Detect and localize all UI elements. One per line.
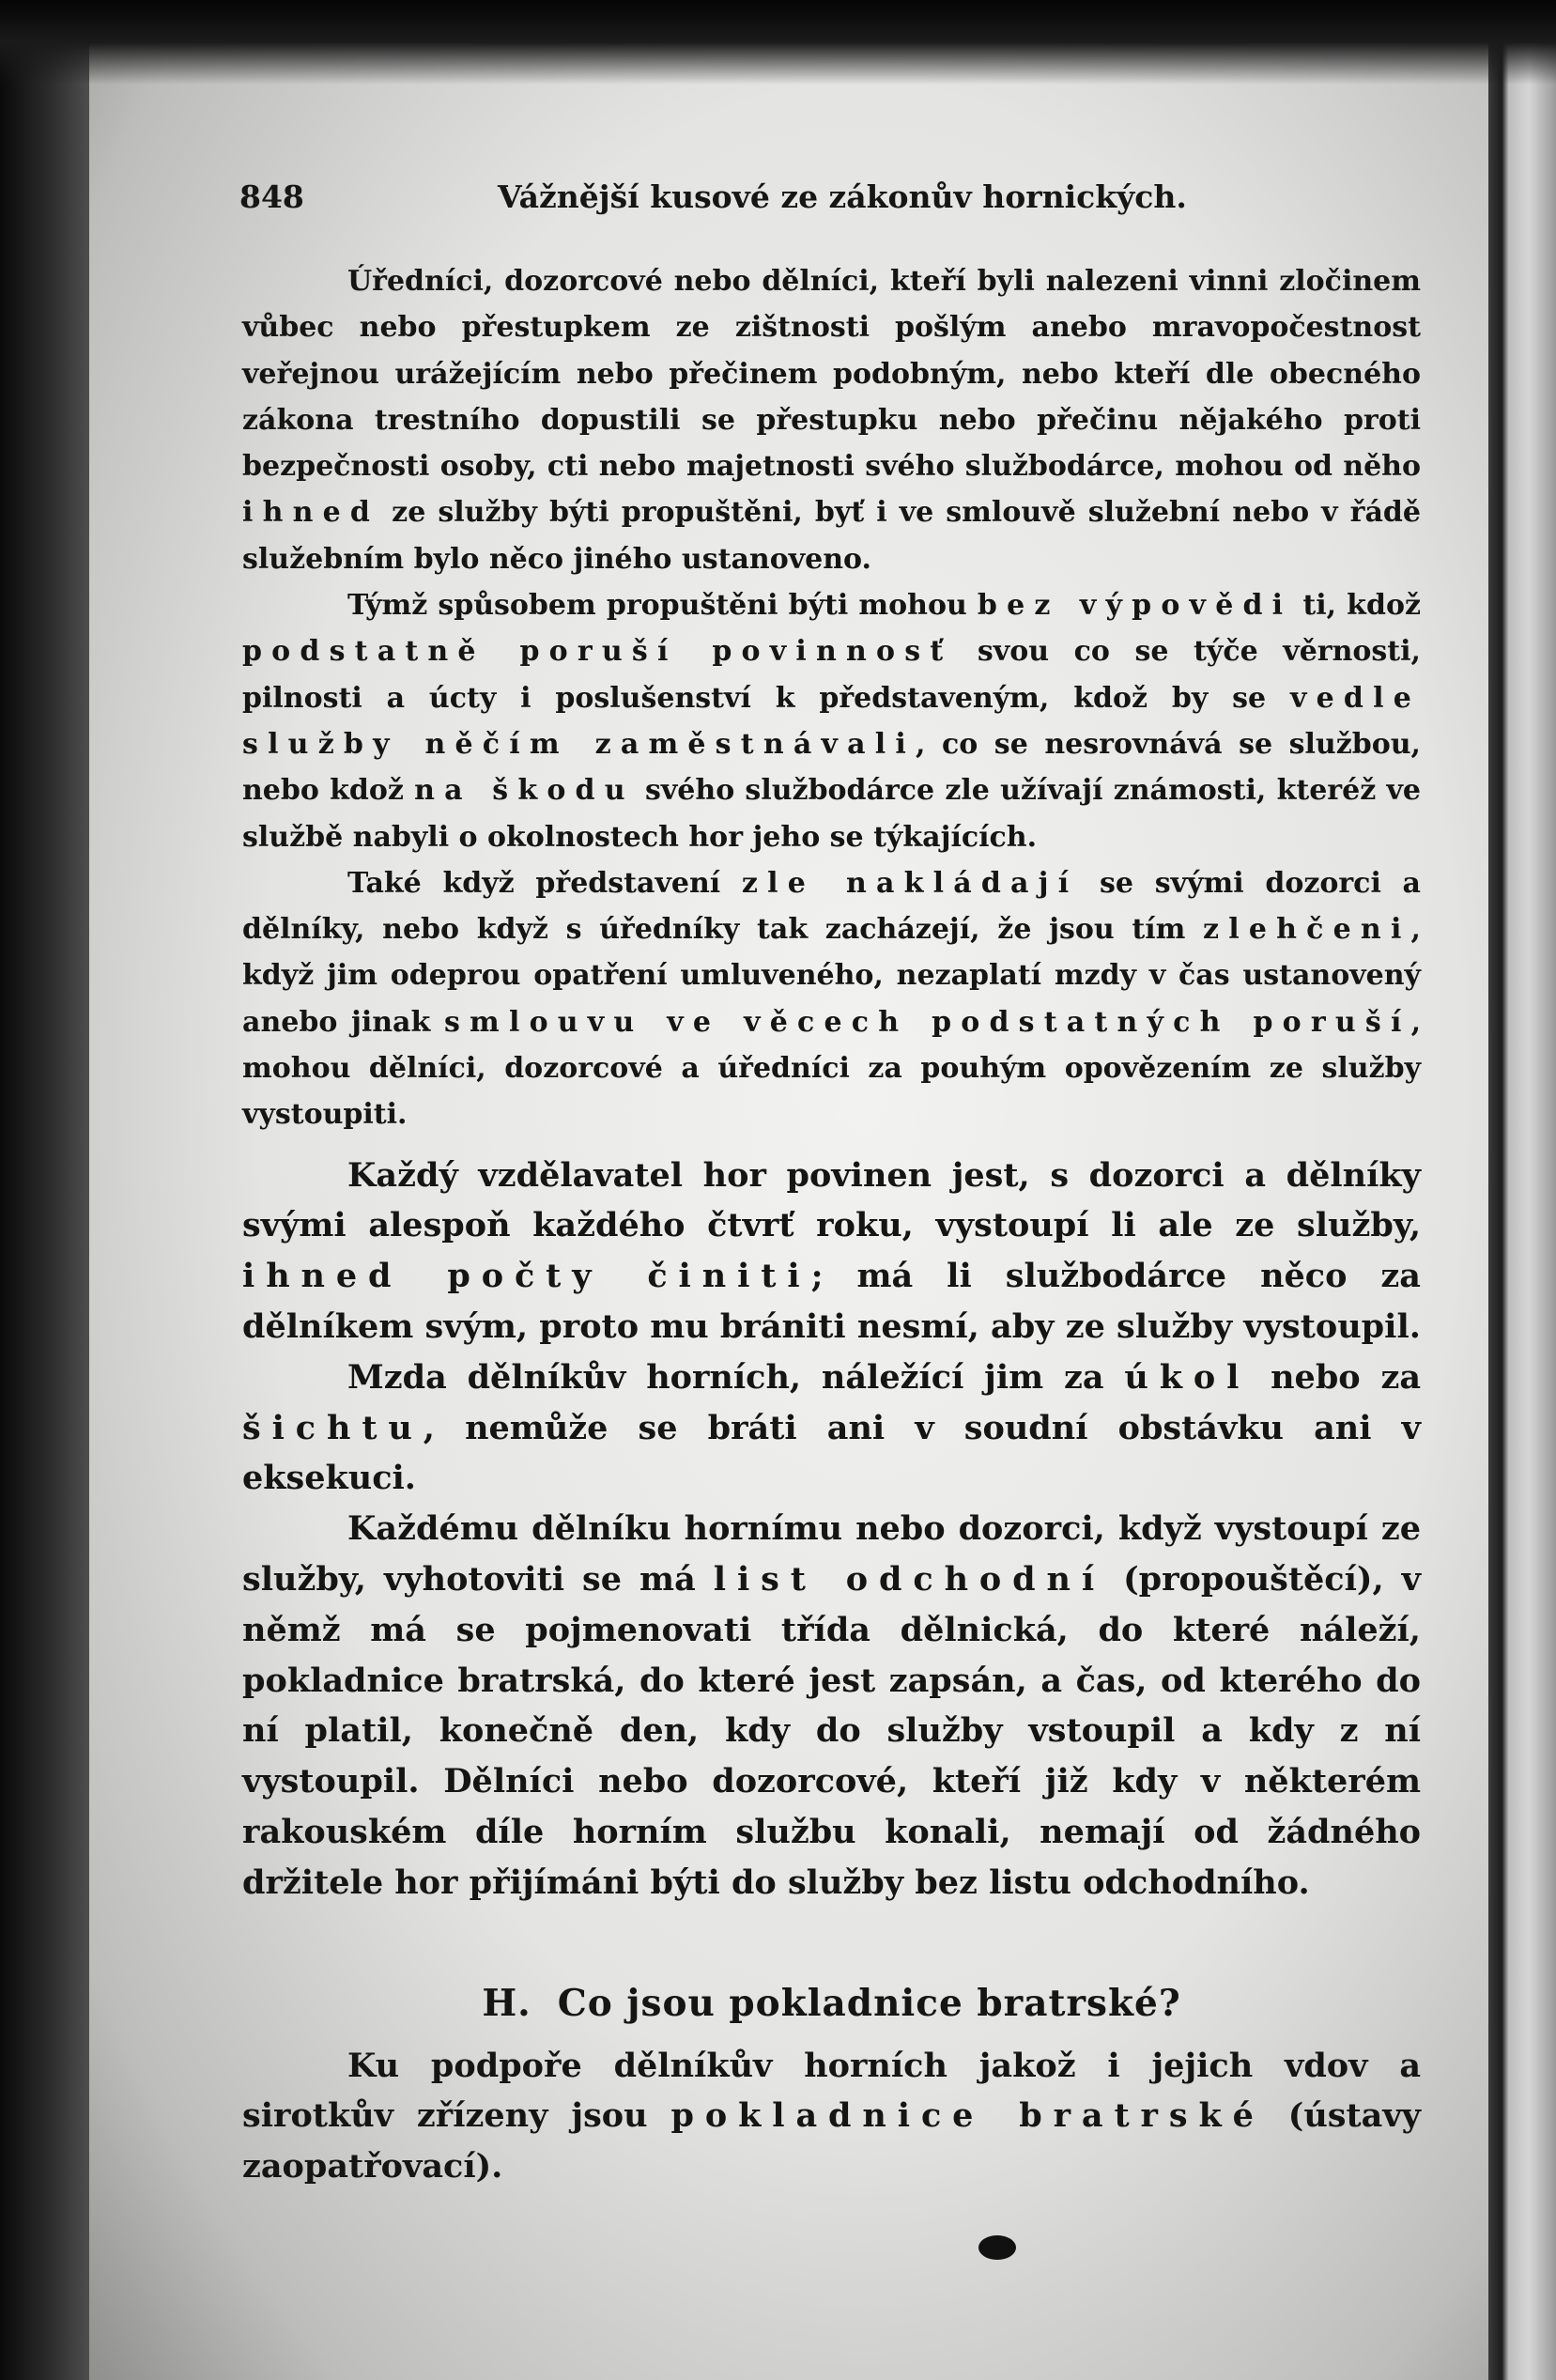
scan-border-top — [0, 0, 1556, 85]
section-title: Co jsou pokladnice bratrské? — [557, 1981, 1181, 2025]
page-content — [242, 258, 1421, 2192]
ink-smudge — [978, 2235, 1016, 2260]
paragraph-settling-accounts: Každý vzdělavatel hor povinen jest, s dozorci a dělníky svými alespoň každého čtvrť roku, vystoupí li ale ze služby, ihned počty činiti; má li službodárce něco za dělníkem svým, proto mu brániti nesmí, aby ze služby vystoupil. — [242, 1155, 1421, 1347]
page-number: 848 — [239, 178, 304, 215]
paragraph-leaving-certificate: Každému dělníku hornímu nebo dozorci, když vystoupí ze služby, vyhotoviti se má list odchodní (propouštěcí), v němž má se pojmenovati třída dělnická, do které náleží, pokladnice bratrská, do které jest zapsán, a čas, od kterého do ní platil, konečně den, kdy do služby vstoupil a kdy z ní vystoupil. Dělníci nebo dozorcové, kteří již kdy v některém rakouském díle horním službu konali, nemají od žádného držitele hor přijímáni býti do služby bez listu odchodního. — [242, 1509, 1422, 1902]
paragraph-dismissal-for-crimes: Úředníci, dozorcové nebo dělníci, kteří byli nalezeni vinni zločinem vůbec nebo přestupkem ze zištnosti pošlým anebo mravopočestnost veřejnou urážejícím nebo přečinem podobným, nebo kteří dle obecného zákona trestního dopustili se přestupku nebo přečinu nějakého proti bezpečnosti osoby, cti nebo majetnosti svého službodárce, mohou od něho ihned ze služby býti propuštěni, byť i ve smlouvě služební nebo v řádě služebním bylo něco jiného ustanoveno. — [242, 265, 1421, 576]
paragraph-worker-resignation: Také když představení zle nakládají se svými dozorci a dělníky, nebo když s úředníky tak zacházejí, že jsou tím zlehčeni, když jim odeprou opatření umluveného, nezaplatí mzdy v čas ustanovený anebo jinak smlouvu ve věcech podstatných poruší, mohou dělníci, dozorcové a úředníci za pouhým opovězením ze služby vystoupiti. — [242, 866, 1422, 1132]
section-number: H. — [482, 1981, 532, 2025]
section-heading — [242, 1975, 1421, 2032]
paragraph-wages-protection: Mzda dělníkův horních, náležící jim za úkol nebo za šichtu, nemůže se bráti ani v soudní obstávku ani v eksekuci. — [242, 1357, 1421, 1498]
paragraph-dismissal-without-notice: Týmž spůsobem propuštěni býti mohou bez výpovědi ti, kdož podstatně poruší povinnosť svou co se týče věrnosti, pilnosti a úcty i poslušenství k představeným, kdož by se vedle služby něčím zaměstnávali, co se nesrovnává se službou, nebo kdož na škodu svého službodárce zle užívají známosti, kteréž ve službě nabyli o okolnostech hor jeho se týkajících. — [242, 589, 1421, 854]
running-header — [239, 178, 1187, 225]
scan-border-right — [1488, 0, 1556, 2380]
paragraph-brotherhood-funds: Ku podpoře dělníkův horních jakož i jejich vdov a sirotkův zřízeny jsou pokladnice bratrské (ústavy zaopatřovací). — [242, 2046, 1421, 2187]
running-title: Vážnější kusové ze zákonův hornických. — [498, 178, 1187, 215]
